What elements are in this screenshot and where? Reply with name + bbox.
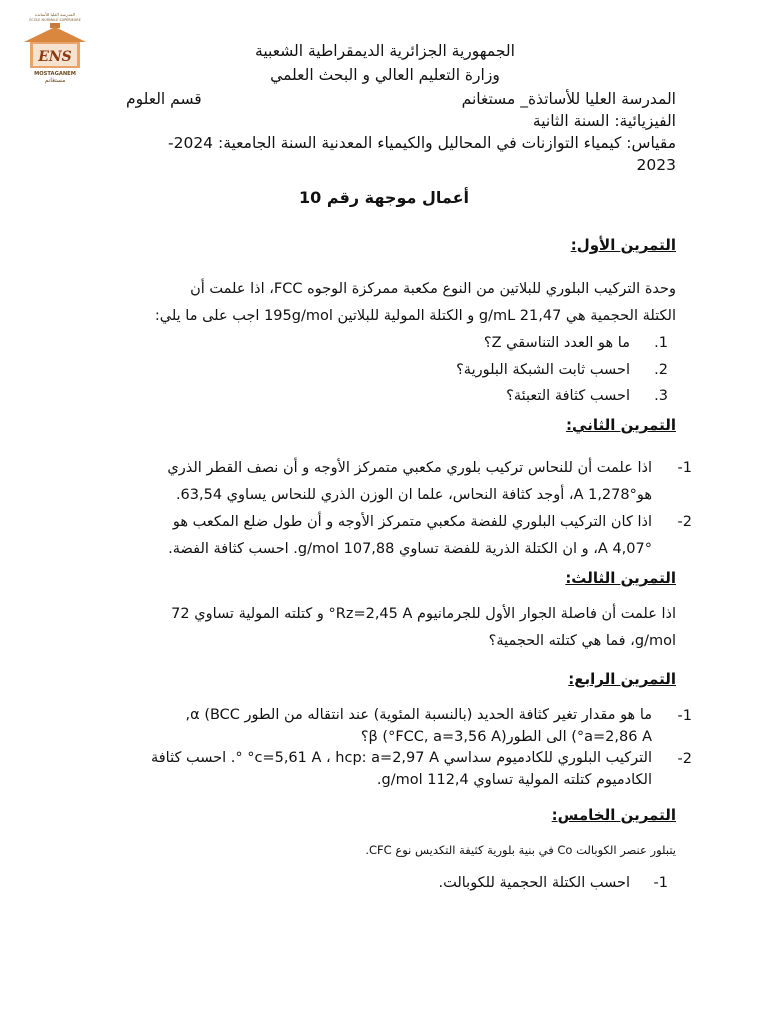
exercise-2-item-2 [92, 509, 652, 563]
logo-top-text: المدرسة العليا للأساتذة [35, 12, 75, 17]
exercise-1-text [91, 276, 676, 330]
exercise-4-item-1-line-2: a=2,86 A°) الى الطور(FCC, a=3,56 A°) β؟ [360, 729, 652, 745]
exercise-2-item-1-number: 1- [677, 460, 692, 476]
exercise-4-item-1 [92, 704, 652, 748]
exercise-3-line-2: g/mol، فما هي كتلته الحجمية؟ [488, 633, 676, 649]
ministry-line: وزارة التعليم العالي و البحث العلمي [270, 66, 500, 84]
subject-line: مقياس: كيمياء التوازنات في المحاليل والكيمياء المعدنية السنة الجامعية: 2024- [168, 134, 676, 152]
exercise-4-item-2-line-1: التركيب البلوري للكادميوم سداسي c=5,61 A ، hcp: a=2,97 A° °. احسب كثافة [150, 750, 652, 766]
ens-mostaganem-logo [20, 10, 90, 84]
exercise-4-heading: التمرين الرابع: [568, 670, 676, 688]
exercise-5-intro: يتبلور عنصر الكوبالت Co في بنية بلورية كثيفة التكديس نوع CFC. [365, 843, 676, 857]
school-name: المدرسة العليا للأساتذة_ مستغانم [461, 90, 676, 108]
logo-city-latin: MOSTAGANEM [34, 71, 76, 77]
exercise-1-item-2: احسب ثابت الشبكة البلورية؟ [456, 362, 630, 378]
exercise-3-line-1: اذا علمت أن فاصلة الجوار الأول للجرمانيوم Rz=2,45 A° و كتلته المولية تساوي 72 [171, 606, 676, 622]
exercise-2-item-2-line-2: A 4,07°، و ان الكتلة الذرية للفضة تساوي g/mol 107,88. احسب كثافة الفضة. [168, 541, 652, 557]
exercise-5-item-1-number: 1- [653, 875, 668, 891]
exercise-4-item-1-number: 1- [677, 708, 692, 724]
department-name: قسم العلوم [126, 90, 202, 108]
logo-city-arabic: مستغانم [44, 77, 66, 84]
exercise-5-heading: التمرين الخامس: [551, 806, 676, 824]
exercise-1-item-2-number: 2. [654, 362, 668, 378]
exercise-1-item-1-number: 1. [654, 335, 668, 351]
exercise-2-item-1-line-2: هوA 1,278°، أوجد كثافة النحاس، علما ان الوزن الذري للنحاس يساوي 63,54. [175, 487, 652, 503]
exercise-1-heading: التمرين الأول: [570, 236, 676, 254]
exercise-2-item-2-number: 2- [677, 514, 692, 530]
exercise-1-line-1: وحدة التركيب البلوري للبلاتين من النوع مكعبة ممركزة الوجوه FCC، اذا علمت أن [190, 281, 676, 297]
exercise-4-item-1-line-1: ما هو مقدار تغير كثافة الحديد (بالنسبة المئوية) عند انتقاله من الطور α (BCC, [185, 707, 652, 723]
exercise-4-item-2-number: 2- [677, 751, 692, 767]
exercise-2-item-1 [92, 455, 652, 509]
exercise-4-item-2 [92, 747, 652, 791]
exercise-2-heading: التمرين الثاني: [566, 416, 676, 434]
academic-year-end: 2023 [636, 156, 676, 174]
logo-monogram: ENS [38, 49, 72, 65]
exercise-5-item-1: احسب الكتلة الحجمية للكوبالت. [438, 875, 630, 891]
worksheet-title: أعمال موجهة رقم 10 [299, 188, 469, 207]
exercise-1-item-3-number: 3. [654, 388, 668, 404]
exercise-2-item-2-line-1: اذا كان التركيب البلوري للفضة مكعبي متمركز الأوجه و أن طول ضلع المكعب هو [172, 514, 652, 530]
exercise-3-heading: التمرين الثالث: [565, 569, 676, 587]
level-line: الفيزيائية: السنة الثانية [532, 112, 676, 130]
exercise-1-item-1: ما هو العدد التناسقي Z؟ [483, 335, 630, 351]
logo-sub-text: ÉCOLE NORMALE SUPÉRIEURE [29, 18, 81, 22]
exercise-3-text [91, 601, 676, 655]
exercise-4-item-2-line-2: الكادميوم كتلته المولية تساوي g/mol 112,4. [376, 772, 652, 788]
republic-line: الجمهورية الجزائرية الديمقراطية الشعبية [255, 42, 515, 60]
exercise-1-item-3: احسب كثافة التعبئة؟ [506, 388, 630, 404]
exercise-2-item-1-line-1: اذا علمت أن للنحاس تركيب بلوري مكعبي متمركز الأوجه و أن نصف القطر الذري [167, 460, 652, 476]
exercise-1-line-2: الكتلة الحجمية هي g/mL 21,47 و الكتلة المولية للبلاتين 195g/mol اجب على ما يلي: [154, 308, 676, 324]
